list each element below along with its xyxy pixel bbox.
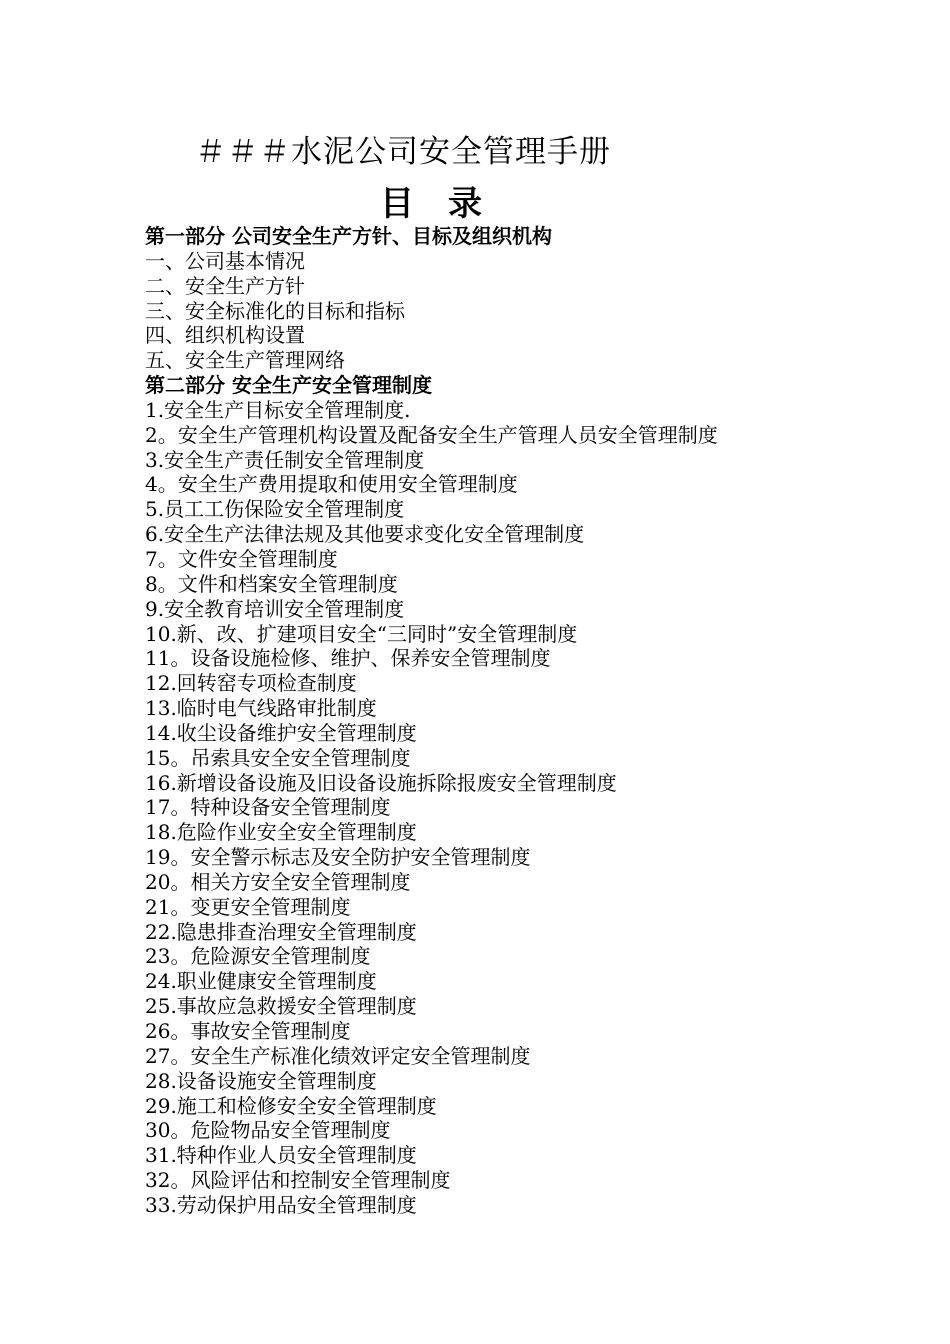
toc-item: 27。安全生产标准化绩效评定安全管理制度 [145, 1043, 531, 1068]
toc-item: 四、组织机构设置 [145, 323, 305, 348]
toc-item: 10.新、改、扩建项目安全“三同时”安全管理制度 [145, 621, 578, 646]
toc-item: 1.安全生产目标安全管理制度. [145, 397, 411, 422]
toc-section-heading: 第一部分 公司安全生产方针、目标及组织机构 [145, 224, 552, 248]
toc-item: 5.员工工伤保险安全管理制度 [145, 497, 405, 522]
toc-item: 33.劳动保护用品安全管理制度 [145, 1192, 417, 1217]
toc-item: 6.安全生产法律法规及其他要求变化安全管理制度 [145, 522, 585, 547]
toc-item: 22.隐患排查治理安全管理制度 [145, 919, 417, 944]
toc-item: 26。事故安全管理制度 [145, 1019, 351, 1043]
toc-item: 8。文件和档案安全管理制度 [145, 571, 398, 596]
table-of-contents [145, 224, 718, 1218]
toc-item: 32。风险评估和控制安全管理制度 [145, 1168, 451, 1193]
toc-item: 二、安全生产方针 [145, 273, 305, 298]
toc-item: 13.临时电气线路审批制度 [145, 696, 377, 721]
toc-item: 14.收尘设备维护安全管理制度 [145, 720, 417, 745]
toc-item: 21。变更安全管理制度 [145, 894, 351, 919]
toc-item: 4。安全生产费用提取和使用安全管理制度 [145, 472, 518, 497]
toc-item: 2。安全生产管理机构设置及配备安全生产管理人员安全管理制度 [145, 422, 718, 447]
toc-item: 3.安全生产责任制安全管理制度 [145, 447, 425, 472]
toc-item: 29.施工和检修安全安全管理制度 [145, 1093, 437, 1118]
toc-item: 12.回转窑专项检查制度 [145, 671, 357, 696]
toc-item: 11。设备设施检修、维护、保养安全管理制度 [145, 646, 551, 671]
toc-heading: 目 录 [380, 184, 482, 224]
toc-item: 三、安全标准化的目标和指标 [145, 298, 405, 323]
toc-item: 18.危险作业安全安全管理制度 [145, 820, 417, 845]
toc-item: 20。相关方安全安全管理制度 [145, 869, 411, 894]
toc-item: 23。危险源安全管理制度 [145, 944, 371, 969]
toc-item: 25.事故应急救援安全管理制度 [145, 994, 417, 1019]
toc-item: 9.安全教育培训安全管理制度 [145, 596, 405, 621]
toc-section-heading: 第二部分 安全生产安全管理制度 [145, 373, 432, 398]
toc-item: 19。安全警示标志及安全防护安全管理制度 [145, 845, 531, 870]
toc-item: 30。危险物品安全管理制度 [145, 1118, 391, 1143]
toc-item: 31.特种作业人员安全管理制度 [145, 1143, 417, 1168]
toc-item: 一、公司基本情况 [145, 248, 305, 273]
toc-item: 24.职业健康安全管理制度 [145, 969, 377, 994]
toc-item: 16.新增设备设施及旧设备设施拆除报废安全管理制度 [145, 770, 617, 795]
toc-item: 五、安全生产管理网络 [145, 348, 345, 373]
toc-item: 7。文件安全管理制度 [145, 546, 338, 571]
toc-item: 17。特种设备安全管理制度 [145, 795, 391, 820]
toc-item: 15。吊索具安全安全管理制度 [145, 745, 411, 770]
toc-item: 28.设备设施安全管理制度 [145, 1068, 377, 1093]
page-title: ＃＃＃水泥公司安全管理手册 [195, 134, 611, 170]
